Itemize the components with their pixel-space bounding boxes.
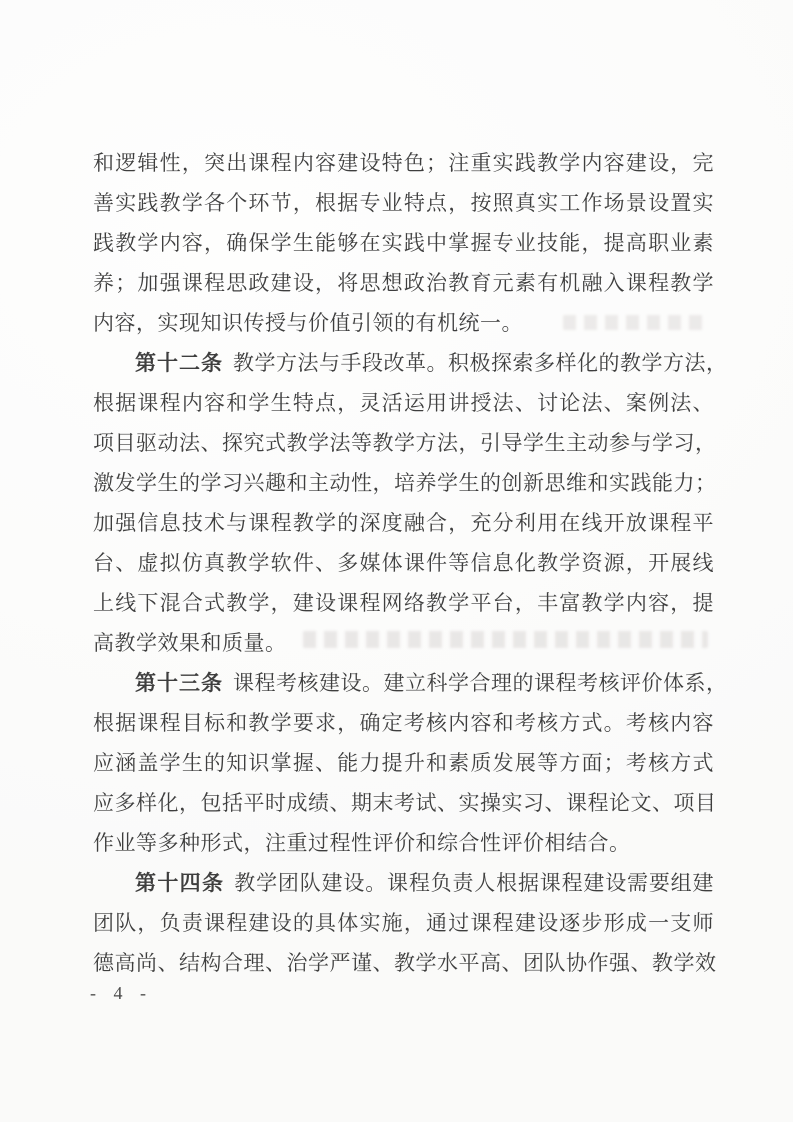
text-line: 项目驱动法、探究式教学法等教学方法，引导学生主动参与学习， (93, 431, 717, 455)
text-line: 加强信息技术与课程教学的深度融合，充分利用在线开放课程平 (93, 511, 714, 535)
text-line: 高教学效果和质量。 (93, 631, 287, 655)
text-line: 养；加强课程思政建设，将思想政治教育元素有机融入课程教学 (93, 271, 714, 295)
text-line: 激发学生的学习兴趣和主动性，培养学生的创新思维和实践能力； (93, 471, 717, 495)
document-body (93, 143, 728, 983)
text-line: 上线下混合式教学，建设课程网络教学平台，丰富教学内容，提 (93, 591, 714, 615)
text-line: 应多样化，包括平时成绩、期末考试、实操实习、课程论文、项目 (93, 791, 717, 815)
text-line (93, 863, 714, 903)
text-line: 台、虚拟仿真教学软件、多媒体课件等信息化教学资源，开展线 (93, 551, 714, 575)
text-line (93, 663, 728, 703)
article-number: 第十三条 (135, 672, 223, 695)
text-line: 作业等多种形式，注重过程性评价和综合性评价相结合。 (93, 831, 631, 855)
article-text: 教学团队建设。课程负责人根据课程建设需要组建 (234, 871, 714, 895)
text-line: 内容，实现知识传授与价值引领的有机统一。 (93, 311, 523, 335)
text-line: 和逻辑性，突出课程内容建设特色；注重实践教学内容建设，完 (93, 151, 714, 175)
text-line: 团队，负责课程建设的具体实施，通过课程建设逐步形成一支师 (93, 911, 714, 935)
text-line: 践教学内容，确保学生能够在实践中掌握专业技能，提高职业素 (93, 231, 714, 255)
article-number: 第十四条 (135, 872, 225, 895)
article-text: 教学方法与手段改革。积极探索多样化的教学方法， (233, 351, 728, 375)
text-line: 根据课程内容和学生特点，灵活运用讲授法、讨论法、案例法、 (93, 391, 714, 415)
text-line: 善实践教学各个环节，根据专业特点，按照真实工作场景设置实 (93, 191, 714, 215)
page-number: - 4 - (90, 983, 148, 1003)
text-line: 根据课程目标和教学要求，确定考核内容和考核方式。考核内容 (93, 711, 714, 735)
text-line: 德高尚、结构合理、治学严谨、教学水平高、团队协作强、教学效 (93, 951, 717, 975)
text-line (93, 343, 728, 383)
article-number: 第十二条 (135, 352, 223, 375)
text-line: 应涵盖学生的知识掌握、能力提升和素质发展等方面；考核方式 (93, 751, 714, 775)
article-text: 课程考核建设。建立科学合理的课程考核评价体系， (233, 671, 728, 695)
